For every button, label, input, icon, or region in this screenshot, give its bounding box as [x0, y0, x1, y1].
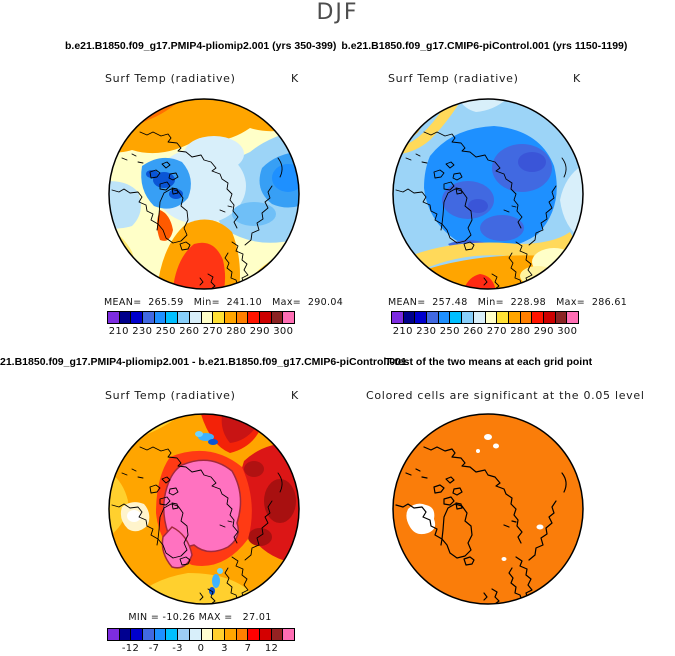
colorbar-cell — [474, 312, 486, 323]
colorbar-cell — [427, 312, 439, 323]
case2-label: b.e21.B1850.f09_g17.CMIP6-piControl.001 (yrs 1150-1199) — [341, 40, 628, 52]
colorbar-cell — [521, 312, 533, 323]
colorbar-cell — [509, 312, 521, 323]
colorbar-cell — [392, 312, 404, 323]
colorbar-cell — [213, 629, 225, 640]
colorbar-cell — [166, 629, 178, 640]
colorbar-cell — [462, 312, 474, 323]
colorbar-cell — [190, 629, 202, 640]
colorbar-cell — [213, 312, 225, 323]
colorbar-cell — [450, 312, 462, 323]
colorbar-cell — [283, 629, 294, 640]
panel2-colorbar-ticks — [391, 326, 579, 338]
colorbar-tick-label: 210 — [108, 326, 129, 337]
colorbar-cell — [131, 312, 143, 323]
colorbar-tick-label: 0 — [197, 643, 205, 654]
case1-label: b.e21.B1850.f09_g17.PMIP4-pliomip2.001 (yrs 350-399) — [65, 40, 337, 52]
temperature-field — [104, 94, 304, 294]
colorbar-tick-label: -3 — [172, 643, 183, 654]
colorbar-cell — [120, 629, 132, 640]
colorbar-cell — [497, 312, 509, 323]
temperature-field — [388, 94, 588, 294]
colorbar-tick-label: 230 — [416, 326, 437, 337]
panel3-stats: MIN = -10.26 MAX = 27.01 — [128, 612, 272, 623]
case-title-row — [65, 40, 627, 52]
colorbar-tick-label: -7 — [148, 643, 160, 654]
colorbar-cell — [190, 312, 202, 323]
colorbar-tick-label: 260 — [463, 326, 484, 337]
panel2-units-label: K — [573, 72, 581, 85]
colorbar-cell — [237, 312, 249, 323]
colorbar-cell — [108, 629, 120, 640]
panel2-colorbar — [391, 311, 579, 324]
panel1-colorbar-ticks — [107, 326, 295, 338]
colorbar-cell — [248, 312, 260, 323]
panel1-variable-label: Surf Temp (radiative) — [105, 72, 236, 85]
panel2-stats: MEAN= 257.48 Min= 228.98 Max= 286.61 — [388, 297, 628, 308]
colorbar-cell — [225, 629, 237, 640]
colorbar-tick-label: 290 — [249, 326, 270, 337]
panel3-colorbar — [107, 628, 295, 641]
colorbar-tick-label: 300 — [273, 326, 294, 337]
colorbar-cell — [544, 312, 556, 323]
difference-case-title: 21.B1850.f09_g17.PMIP4-pliomip2.001 - b.e21.B1850.f09_g17.CMIP6-piControl.001 — [0, 356, 407, 368]
season-title: DJF — [316, 0, 359, 25]
panel2-variable-label: Surf Temp (radiative) — [388, 72, 519, 85]
panel3-units-label: K — [291, 389, 299, 402]
panel3-variable-label: Surf Temp (radiative) — [105, 389, 236, 402]
colorbar-tick-label: 7 — [244, 643, 252, 654]
map-pliomip2-surface-temperature — [104, 94, 304, 294]
colorbar-tick-label: 280 — [226, 326, 247, 337]
colorbar-cell — [260, 312, 272, 323]
colorbar-tick-label: 250 — [439, 326, 460, 337]
panel1-stats: MEAN= 265.59 Min= 241.10 Max= 290.04 — [104, 297, 344, 308]
colorbar-cell — [131, 629, 143, 640]
colorbar-cell — [556, 312, 568, 323]
colorbar-cell — [155, 312, 167, 323]
panel1-units-label: K — [291, 72, 299, 85]
colorbar-tick-label: 250 — [155, 326, 176, 337]
colorbar-cell — [260, 629, 272, 640]
colorbar-cell — [567, 312, 578, 323]
colorbar-tick-label: 300 — [557, 326, 578, 337]
colorbar-cell — [439, 312, 451, 323]
panel4-significance-caption: Colored cells are significant at the 0.05 level — [366, 389, 645, 402]
difference-field — [104, 409, 304, 609]
colorbar-tick-label: 260 — [179, 326, 200, 337]
colorbar-tick-label: -12 — [121, 643, 140, 654]
colorbar-cell — [532, 312, 544, 323]
colorbar-cell — [108, 312, 120, 323]
colorbar-cell — [202, 629, 214, 640]
colorbar-tick-label: 3 — [221, 643, 228, 654]
map-picontrol-surface-temperature — [388, 94, 588, 294]
colorbar-cell — [272, 312, 284, 323]
colorbar-tick-label: 12 — [264, 643, 279, 654]
colorbar-tick-label: 280 — [510, 326, 531, 337]
colorbar-cell — [166, 312, 178, 323]
colorbar-cell — [415, 312, 427, 323]
colorbar-cell — [202, 312, 214, 323]
colorbar-cell — [178, 312, 190, 323]
colorbar-cell — [155, 629, 167, 640]
colorbar-cell — [225, 312, 237, 323]
colorbar-cell — [283, 312, 294, 323]
colorbar-cell — [486, 312, 498, 323]
colorbar-cell — [248, 629, 260, 640]
significance-field — [388, 409, 588, 609]
colorbar-tick-label: 270 — [202, 326, 223, 337]
ttest-title: T-test of the two means at each grid point — [385, 356, 593, 368]
colorbar-cell — [272, 629, 284, 640]
colorbar-tick-label: 230 — [132, 326, 153, 337]
map-ttest-significance — [388, 409, 588, 609]
map-temperature-difference — [104, 409, 304, 609]
colorbar-tick-label: 290 — [533, 326, 554, 337]
colorbar-tick-label: 270 — [486, 326, 507, 337]
colorbar-cell — [143, 629, 155, 640]
colorbar-cell — [237, 629, 249, 640]
colorbar-cell — [143, 312, 155, 323]
colorbar-tick-label: 210 — [392, 326, 413, 337]
colorbar-cell — [404, 312, 416, 323]
panel3-colorbar-ticks — [107, 643, 295, 655]
panel1-colorbar — [107, 311, 295, 324]
colorbar-cell — [178, 629, 190, 640]
colorbar-cell — [120, 312, 132, 323]
